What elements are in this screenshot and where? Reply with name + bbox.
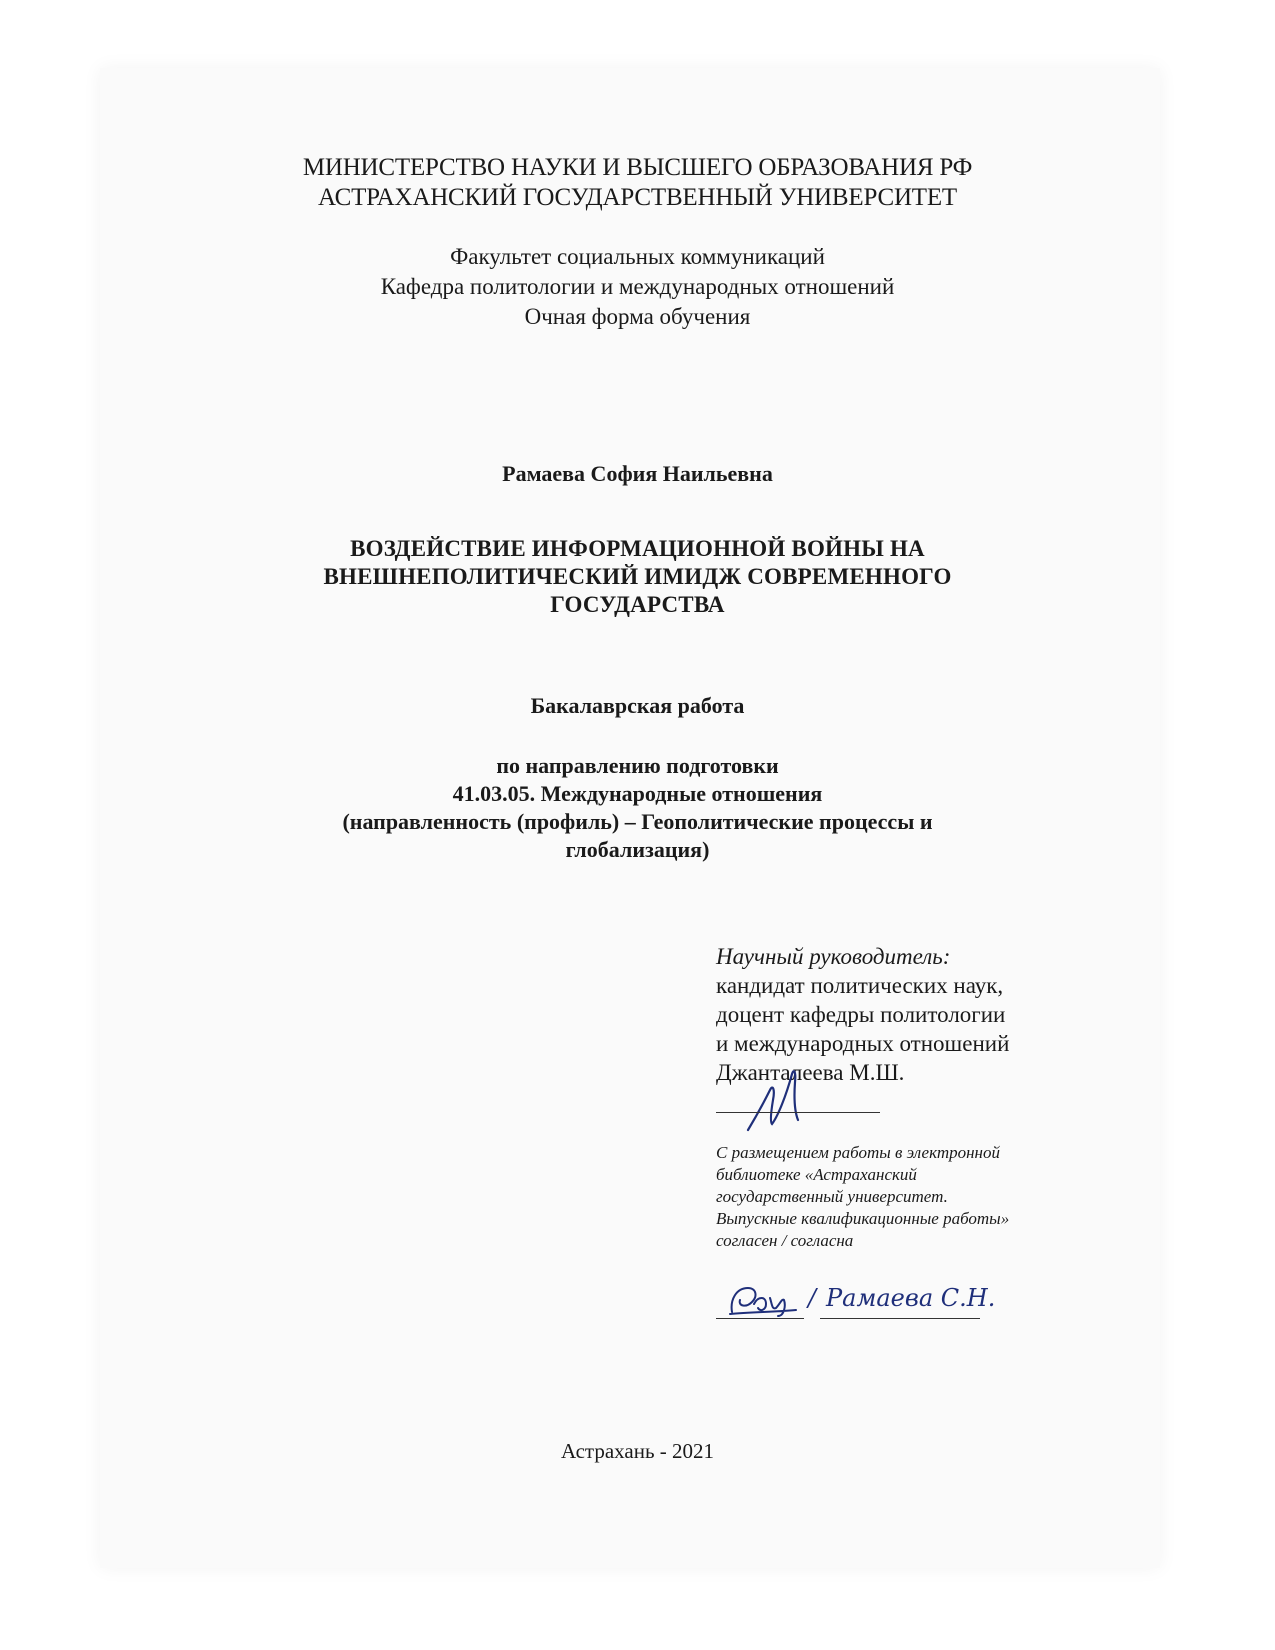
- city-year: Астрахань - 2021: [560, 1439, 715, 1463]
- direction-code-line: 41.03.05. Международные отношения: [452, 781, 823, 806]
- direction-line: по направлению подготовки: [496, 753, 779, 778]
- direction-profile-line: (направленность (профиль) – Геополитические процессы и: [342, 809, 933, 834]
- study-form-line: Очная форма обучения: [524, 304, 751, 329]
- department-line: Кафедра политологии и международных отношений: [380, 274, 895, 299]
- ministry-header: [0, 153, 1275, 213]
- consent-line: библиотеке «Астраханский: [716, 1165, 917, 1184]
- student-signature-row: [716, 1282, 996, 1322]
- direction-block: [0, 752, 1275, 864]
- supervisor-signature-line: [716, 1112, 880, 1113]
- title-line: ВОЗДЕЙСТВИЕ ИНФОРМАЦИОННОЙ ВОЙНЫ НА: [350, 536, 925, 561]
- ministry-line: МИНИСТЕРСТВО НАУКИ И ВЫСШЕГО ОБРАЗОВАНИЯ РФ: [302, 154, 973, 181]
- consent-line: государственный университет.: [716, 1187, 948, 1206]
- consent-line: согласен / согласна: [716, 1231, 854, 1250]
- signature-underline: [716, 1318, 804, 1319]
- handwritten-student-name: Рамаева С.Н.: [826, 1284, 996, 1312]
- university-line: АСТРАХАНСКИЙ ГОСУДАРСТВЕННЫЙ УНИВЕРСИТЕТ: [317, 184, 958, 211]
- student-signature: [726, 1282, 798, 1320]
- title-line: ВНЕШНЕПОЛИТИЧЕСКИЙ ИМИДЖ СОВРЕМЕННОГО: [323, 564, 952, 589]
- consent-line: Выпускные квалификационные работы»: [716, 1209, 1010, 1228]
- faculty-line: Факультет социальных коммуникаций: [450, 244, 825, 269]
- supervisor-department: и международных отношений: [716, 1031, 1010, 1056]
- supervisor-name: Джанталеева М.Ш.: [716, 1060, 905, 1085]
- supervisor-role: Научный руководитель:: [716, 944, 951, 969]
- direction-profile-line: глобализация): [565, 837, 710, 862]
- name-underline: [820, 1318, 980, 1319]
- author-name: Рамаева София Наильевна: [502, 461, 773, 486]
- title-line: ГОСУДАРСТВА: [550, 592, 725, 617]
- work-type: Бакалаврская работа: [530, 693, 745, 718]
- signature-separator: /: [808, 1284, 817, 1312]
- supervisor-degree: кандидат политических наук,: [716, 973, 1004, 998]
- thesis-title: [0, 535, 1275, 619]
- supervisor-signature: [740, 1060, 820, 1140]
- consent-line: С размещением работы в электронной: [716, 1143, 1000, 1162]
- faculty-block: [0, 242, 1275, 332]
- supervisor-position: доцент кафедры политологии: [716, 1002, 1006, 1027]
- consent-block: [716, 1142, 1009, 1252]
